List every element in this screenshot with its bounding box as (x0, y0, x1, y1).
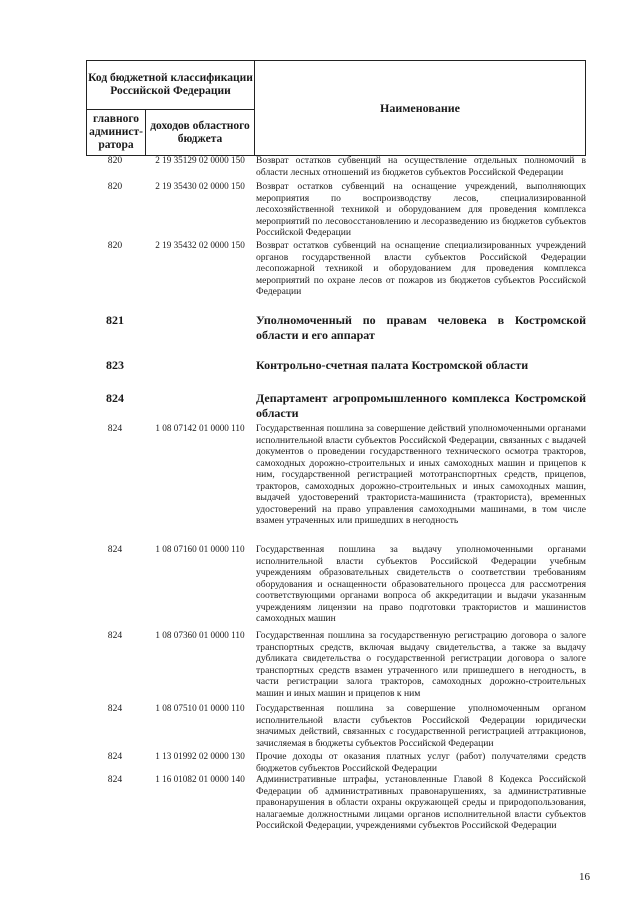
admin-column-header: главного админист-ратора (87, 110, 146, 156)
admin-code: 823 (106, 358, 124, 372)
admin-code: 824 (107, 630, 123, 641)
income-name: Возврат остатков субвенций на оснащение специализированных учреждений органов государственной власти субъектов Российской Федерации лесопожарной техникой и оборудованием для проведения комплекса мероприятий по охране лесов от пожаров из бюджетов субъектов Российской Федерации (256, 240, 586, 297)
income-name: Государственная пошлина за совершение уполномоченным органом исполнительной власти субъектов Российской Федерации юридически значимых действий, связанных с государственной регистрацией аттракционов, зачисляемая в бюджеты субъектов Российской Федерации (256, 703, 586, 749)
income-code: 1 08 07360 01 0000 110 (155, 630, 245, 640)
page-number: 16 (579, 871, 590, 883)
section-title: Департамент агропромышленного комплекса Костромской области (256, 391, 586, 420)
budget-code-header: Код бюджетной классификации Российской Федерации (87, 61, 255, 110)
table-header (86, 60, 586, 156)
income-name: Государственная пошлина за совершение действий уполномоченными органами исполнительной власти субъектов Российской Федерации, связанных с выдачей документов о проведении государственного технического осмотра тракторов, самоходных дорожно-строительных и иных самоходных машин и прицепов к ним, государственной регистрацией мототранспортных средств, прицепов, тракторов, самоходных дорожно-строительных и иных самоходных машин, выдачей удостоверений тракториста-машиниста (тракториста), временных удостоверений на право управления самоходными машинами, в том числе взамен утраченных или пришедших в негодность (256, 423, 586, 526)
income-code: 2 19 35430 02 0000 150 (155, 181, 245, 191)
admin-code: 824 (107, 751, 123, 762)
section-title: Контрольно-счетная палата Костромской области (256, 358, 529, 372)
admin-code: 820 (107, 155, 123, 166)
income-code: 2 19 35129 02 0000 150 (155, 155, 245, 165)
admin-code: 821 (106, 313, 124, 327)
income-name: Государственная пошлина за государственную регистрацию договора о залоге транспортных средств, включая выдачу свидетельства, а также за выдачу дубликата свидетельства о государственной регистрации договора о залоге транспортных средств взамен утраченного или пришедшего в негодность, в части регистрации залога тракторов, самоходных дорожно-строительных машин и иных машин и прицепов к ним (256, 630, 586, 699)
income-code: 1 08 07142 01 0000 110 (155, 423, 245, 433)
income-name: Прочие доходы от оказания платных услуг (работ) получателями средств бюджетов субъектов Российской Федерации (256, 751, 586, 774)
income-name: Административные штрафы, установленные Главой 8 Кодекса Российской Федерации об административных правонарушениях, за административные правонарушения в области охраны окружающей среды и природопользования, налагаемые должностными лицами органов исполнительной власти субъектов Российской Федерации, учреждениями субъектов Российской Федерации (256, 774, 586, 831)
admin-code: 824 (107, 703, 123, 714)
income-name: Государственная пошлина за выдачу уполномоченными органами исполнительной власти субъектов Российской Федерации учебным учреждениям образовательных свидетельств о соответствии требованиям оборудования и оснащенности образовательного процесса для рассмотрения соответствующими органами вопроса об аккредитации и выдачи указанным учреждениям лицензии на право подготовки трактористов и машинистов самоходных машин (256, 544, 586, 624)
name-column-header: Наименование (255, 61, 586, 156)
income-code: 1 08 07160 01 0000 110 (155, 544, 245, 554)
admin-code: 820 (107, 181, 123, 192)
admin-code: 824 (106, 391, 124, 405)
admin-code: 820 (107, 240, 123, 251)
income-code: 2 19 35432 02 0000 150 (155, 240, 245, 250)
income-code: 1 08 07510 01 0000 110 (155, 703, 245, 713)
admin-code: 824 (107, 423, 123, 434)
income-code: 1 13 01992 02 0000 130 (155, 751, 245, 761)
income-name: Возврат остатков субвенций на осуществление отдельных полномочий в области лесных отношений из бюджетов субъектов Российской Федерации (256, 155, 586, 178)
section-title: Уполномоченный по правам человека в Костромской области и его аппарат (256, 313, 586, 342)
income-code: 1 16 01082 01 0000 140 (155, 774, 245, 784)
admin-code: 824 (107, 544, 123, 555)
income-column-header: доходов областного бюджета (146, 110, 255, 156)
income-name: Возврат остатков субвенций на оснащение учреждений, выполняющих мероприятия по воспроизводству лесов, специализированной лесохозяйственной техникой и оборудованием для проведения комплекса мероприятий по лесовосстановлению и лесоразведению из бюджетов субъектов Российской Федерации (256, 181, 586, 238)
admin-code: 824 (107, 774, 123, 785)
